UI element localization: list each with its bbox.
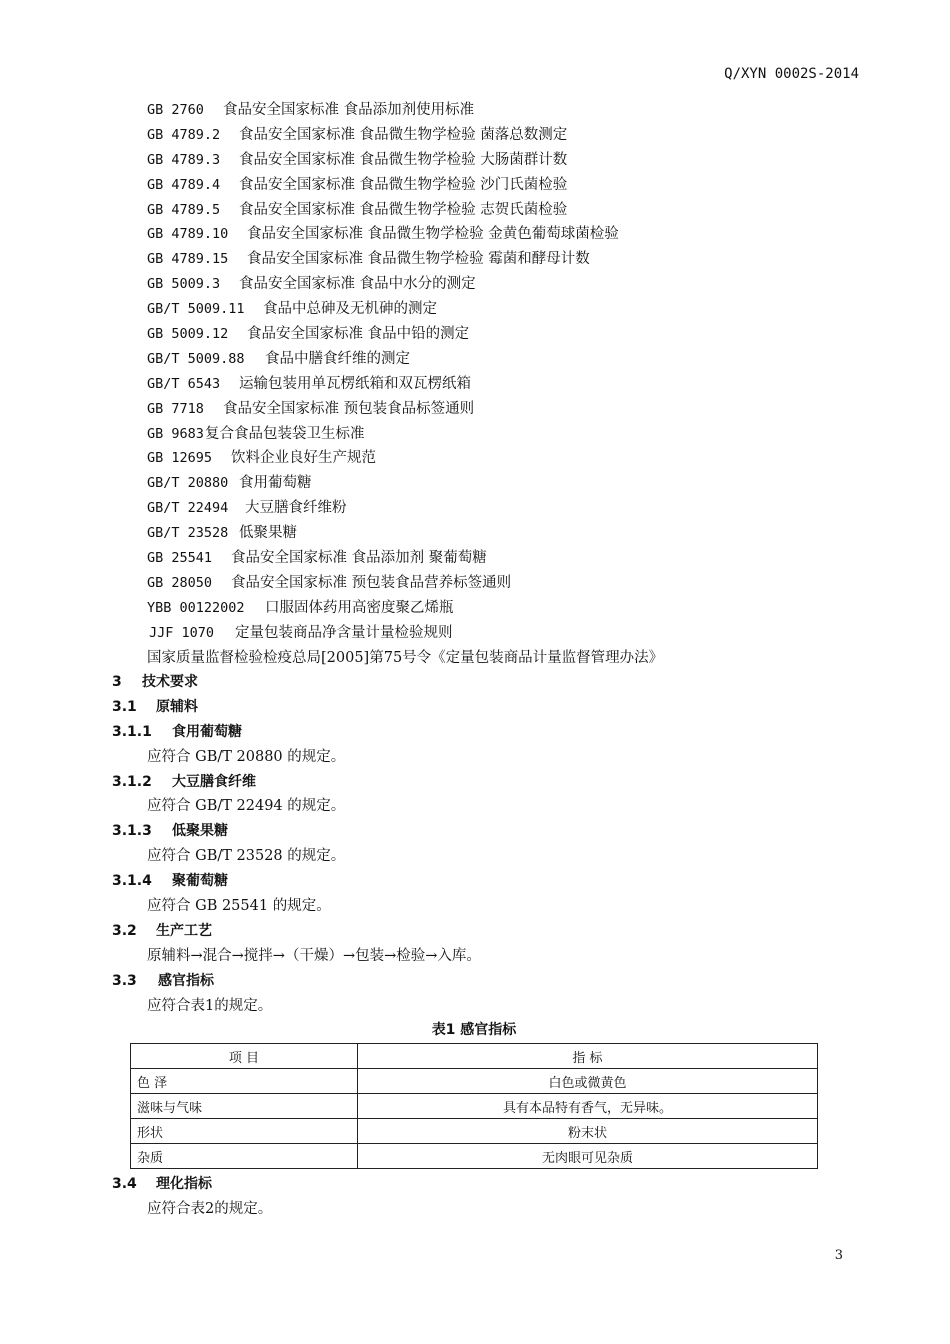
section-title: 大豆膳食纤维 — [172, 773, 256, 790]
reference-item — [147, 621, 867, 646]
section-text: 应符合表1的规定。 — [147, 997, 273, 1014]
reference-title: 食品安全国家标准 食品微生物学检验 沙门氏菌检验 — [239, 176, 568, 193]
table-cell-item: 形状 — [131, 1119, 358, 1144]
section-number: 3.1.2 — [112, 773, 152, 790]
reference-code: GB 7718 — [147, 400, 204, 417]
table-cell-value: 具有本品特有香气，无异味。 — [358, 1094, 818, 1119]
sensory-index-table — [130, 1043, 818, 1169]
reference-item — [147, 347, 867, 372]
reference-code: GB 4789.4 — [147, 176, 221, 193]
section-number: 3.2 — [112, 922, 137, 939]
section-3-technical-requirements — [112, 670, 832, 1018]
reference-code: JJF 1070 — [149, 624, 215, 641]
reference-title: 低聚果糖 — [239, 525, 297, 542]
reference-code: GB/T 5009.88 — [147, 350, 245, 367]
reference-code: GB 4789.2 — [147, 126, 221, 143]
section-title: 原辅料 — [156, 698, 198, 715]
reference-item — [147, 123, 867, 148]
reference-title: 食品中膳食纤维的测定 — [265, 350, 410, 367]
reference-item — [147, 646, 867, 671]
normative-references-list — [147, 98, 867, 670]
reference-item — [147, 322, 867, 347]
reference-title: 国家质量监督检验检疫总局[2005]第75号令《定量包装商品计量监督管理办法》 — [147, 649, 664, 666]
section-heading — [112, 770, 832, 795]
reference-item — [147, 471, 867, 496]
section-title: 生产工艺 — [156, 922, 212, 939]
section-number: 3.1 — [112, 698, 137, 715]
reference-title: 食品安全国家标准 食品微生物学检验 菌落总数测定 — [239, 126, 568, 143]
section-title: 技术要求 — [142, 674, 198, 690]
reference-item — [147, 272, 867, 297]
reference-code: GB 4789.3 — [147, 151, 221, 168]
reference-code: GB 9683 — [147, 425, 204, 442]
section-number: 3.3 — [112, 972, 137, 989]
section-3-4 — [112, 1172, 832, 1222]
reference-title: 食品中总砷及无机砷的测定 — [263, 301, 437, 318]
reference-title: 大豆膳食纤维粉 — [245, 500, 347, 517]
section-number: 3.1.1 — [112, 723, 152, 740]
table-cell-value: 无肉眼可见杂质 — [358, 1144, 818, 1169]
reference-item — [147, 521, 867, 546]
table-cell-value: 粉末状 — [358, 1119, 818, 1144]
section-heading — [112, 919, 832, 944]
section-heading — [112, 720, 832, 745]
section-heading — [112, 969, 832, 994]
table-cell-item: 杂质 — [131, 1144, 358, 1169]
column-header: 指 标 — [358, 1044, 818, 1069]
reference-code: GB 5009.12 — [147, 326, 229, 343]
section-text: 应符合 GB 25541 的规定。 — [147, 898, 331, 915]
reference-item — [147, 496, 867, 521]
reference-title: 食品安全国家标准 食品微生物学检验 大肠菌群计数 — [239, 151, 568, 168]
reference-code: GB/T 5009.11 — [147, 301, 245, 318]
section-number: 3.4 — [112, 1176, 137, 1192]
column-header: 项 目 — [131, 1044, 358, 1069]
reference-item — [147, 198, 867, 223]
section-title: 低聚果糖 — [172, 823, 228, 840]
reference-title: 定量包装商品净含量计量检验规则 — [235, 624, 453, 641]
reference-code: GB/T 22494 — [147, 500, 229, 517]
section-title: 食用葡萄糖 — [172, 723, 242, 740]
reference-item — [147, 148, 867, 173]
reference-item — [147, 247, 867, 272]
section-heading — [112, 695, 832, 720]
section-title: 理化指标 — [156, 1176, 212, 1192]
reference-title: 口服固体药用高密度聚乙烯瓶 — [265, 599, 454, 616]
section-heading — [112, 819, 832, 844]
reference-title: 食品安全国家标准 预包装食品营养标签通则 — [231, 574, 512, 591]
table-row — [131, 1119, 818, 1144]
reference-title: 食品安全国家标准 食品添加剂使用标准 — [223, 102, 475, 118]
table-caption: 表1 感官指标 — [431, 1022, 517, 1038]
reference-title: 运输包装用单瓦楞纸箱和双瓦楞纸箱 — [239, 375, 471, 392]
reference-code: GB 28050 — [147, 574, 213, 591]
section-heading — [112, 670, 832, 695]
reference-code: GB 4789.10 — [147, 226, 229, 243]
table-row — [131, 1069, 818, 1094]
reference-title: 食品安全国家标准 食品添加剂 聚葡萄糖 — [231, 550, 487, 567]
reference-title: 食品安全国家标准 食品微生物学检验 霉菌和酵母计数 — [247, 251, 590, 268]
reference-code: GB 2760 — [147, 102, 204, 118]
table-row — [131, 1094, 818, 1119]
reference-title: 食品安全国家标准 食品微生物学检验 金黄色葡萄球菌检验 — [247, 226, 619, 243]
reference-code: GB 4789.15 — [147, 251, 229, 268]
section-heading — [112, 869, 832, 894]
section-text: 应符合表2的规定。 — [147, 1200, 273, 1217]
reference-title: 食品安全国家标准 食品微生物学检验 志贺氏菌检验 — [239, 201, 568, 218]
reference-code: GB/T 23528 — [147, 525, 229, 542]
reference-code: YBB 00122002 — [147, 599, 245, 616]
section-title: 感官指标 — [158, 972, 214, 989]
section-heading — [112, 1172, 832, 1197]
section-title: 聚葡萄糖 — [172, 873, 228, 890]
reference-item — [147, 571, 867, 596]
reference-item — [147, 372, 867, 397]
reference-title: 食品安全国家标准 食品中铅的测定 — [247, 326, 470, 343]
section-text: 应符合 GB/T 20880 的规定。 — [147, 748, 346, 765]
reference-item — [147, 596, 867, 621]
reference-title: 食品安全国家标准 预包装食品标签通则 — [223, 400, 475, 417]
section-number: 3.1.4 — [112, 873, 152, 890]
reference-code: GB/T 20880 — [147, 475, 229, 492]
reference-title: 食用葡萄糖 — [239, 475, 312, 492]
section-text: 应符合 GB/T 23528 的规定。 — [147, 848, 346, 865]
reference-item — [147, 173, 867, 198]
table-cell-value: 白色或微黄色 — [358, 1069, 818, 1094]
reference-item — [147, 422, 867, 447]
page-number: 3 — [834, 1248, 843, 1263]
reference-item — [147, 446, 867, 471]
reference-title: 复合食品包装袋卫生标准 — [205, 425, 365, 442]
reference-code: GB/T 6543 — [147, 375, 221, 392]
table-row — [131, 1144, 818, 1169]
reference-title: 食品安全国家标准 食品中水分的测定 — [239, 276, 476, 293]
reference-item — [147, 98, 867, 123]
reference-code: GB 4789.5 — [147, 201, 221, 218]
section-text: 应符合 GB/T 22494 的规定。 — [147, 798, 346, 815]
table-header-row — [131, 1044, 818, 1069]
section-number: 3 — [112, 674, 122, 690]
table-cell-item: 色 泽 — [131, 1069, 358, 1094]
table-cell-item: 滋味与气味 — [131, 1094, 358, 1119]
reference-code: GB 25541 — [147, 550, 213, 567]
reference-item — [147, 222, 867, 247]
reference-item — [147, 297, 867, 322]
document-code: Q/XYN 0002S-2014 — [724, 66, 859, 82]
reference-item — [147, 397, 867, 422]
section-text: 原辅料→混合→搅拌→（干燥）→包装→检验→入库。 — [147, 947, 481, 964]
reference-title: 饮料企业良好生产规范 — [231, 450, 376, 467]
reference-item — [147, 546, 867, 571]
reference-code: GB 5009.3 — [147, 276, 221, 293]
reference-code: GB 12695 — [147, 450, 213, 467]
section-number: 3.1.3 — [112, 823, 152, 840]
